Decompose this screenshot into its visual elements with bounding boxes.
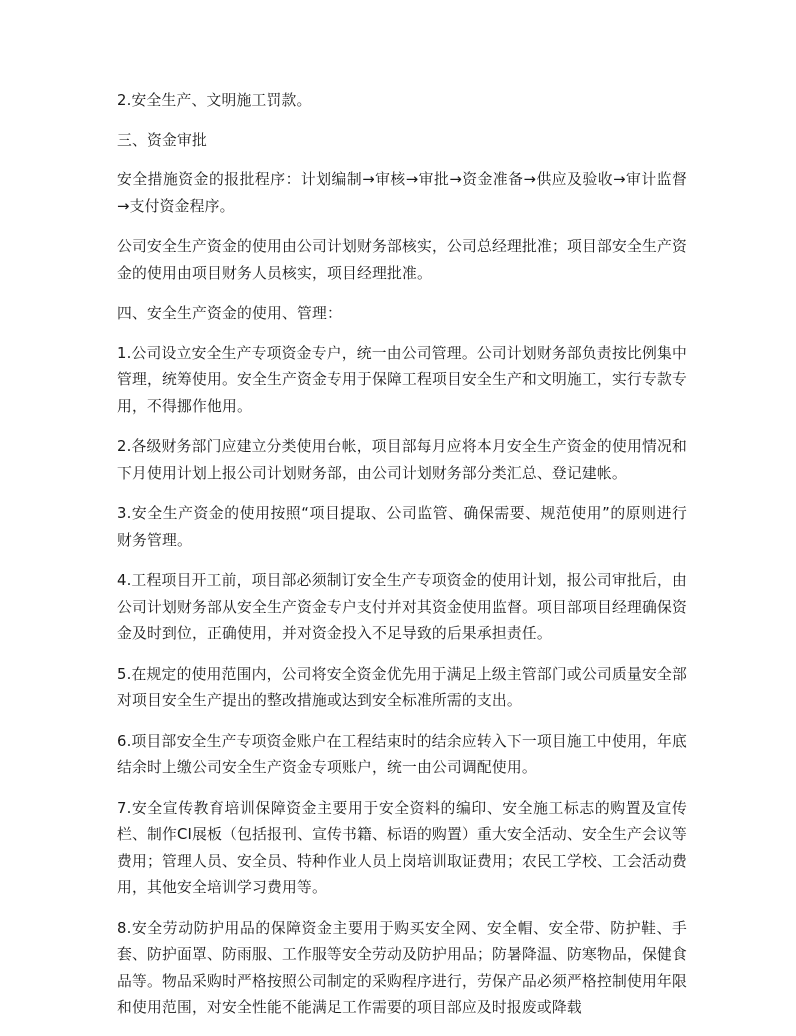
paragraph-item-2: 2.各级财务部门应建立分类使用台帐，项目部每月应将本月安全生产资金的使用情况和下月使用计划上报公司计划财务部，由公司计划财务部分类汇总、登记建帐。 [117, 438, 687, 482]
section-heading-fund-usage: 四、安全生产资金的使用、管理： [117, 305, 342, 322]
paragraph-approval-procedure: 安全措施资金的报批程序：计划编制→审核→审批→资金准备→供应及验收→审计监督→支付资金程序。 [117, 171, 687, 215]
paragraph-approval-authority: 公司安全生产资金的使用由公司计划财务部核实，公司总经理批准；项目部安全生产资金的使用由项目财务人员核实，项目经理批准。 [117, 238, 687, 282]
paragraph-item-5: 5.在规定的使用范围内，公司将安全资金优先用于满足上级主管部门或公司质量安全部对项目安全生产提出的整改措施或达到安全标准所需的支出。 [117, 665, 687, 709]
paragraph-item-4: 4.工程项目开工前，项目部必须制订安全生产专项资金的使用计划，报公司审批后，由公司计划财务部从安全生产资金专户支付并对其资金使用监督。项目部项目经理确保资金及时到位，正确使用，并对资金投入不足导致的后果承担责任。 [117, 572, 687, 642]
paragraph-item-8: 8.安全劳动防护用品的保障资金主要用于购买安全网、安全帽、安全带、防护鞋、手套、防护面罩、防雨服、工作服等安全劳动及防护用品；防暑降温、防寒物品，保健食品等。物品采购时严格按照公司制定的采购程序进行，劳保产品必须严格控制使用年限和使用范围，对安全性能不能满足工作需要的项目部应及时报废或降载 [117, 919, 687, 1016]
paragraph-item-3: 3.安全生产资金的使用按照“项目提取、公司监管、确保需要、规范使用”的原则进行财务管理。 [117, 505, 687, 549]
document-page [117, 88, 687, 1036]
paragraph-item-7: 7.安全宣传教育培训保障资金主要用于安全资料的编印、安全施工标志的购置及宣传栏、制作CI展板（包括报刊、宣传书籍、标语的购置）重大安全活动、安全生产会议等费用；管理人员、安全员、特种作业人员上岗培训取证费用；农民工学校、工会活动费用，其他安全培训学习费用等。 [117, 799, 687, 896]
paragraph-item-6: 6.项目部安全生产专项资金账户在工程结束时的结余应转入下一项目施工中使用，年底结余时上缴公司安全生产资金专项账户，统一由公司调配使用。 [117, 732, 687, 776]
paragraph-item-1: 1.公司设立安全生产专项资金专户，统一由公司管理。公司计划财务部负责按比例集中管理，统筹使用。安全生产资金专用于保障工程项目安全生产和文明施工，实行专款专用，不得挪作他用。 [117, 344, 687, 415]
section-heading-fund-approval: 三、资金审批 [117, 131, 207, 149]
paragraph-penalty-item: 2.安全生产、文明施工罚款。 [117, 92, 312, 109]
